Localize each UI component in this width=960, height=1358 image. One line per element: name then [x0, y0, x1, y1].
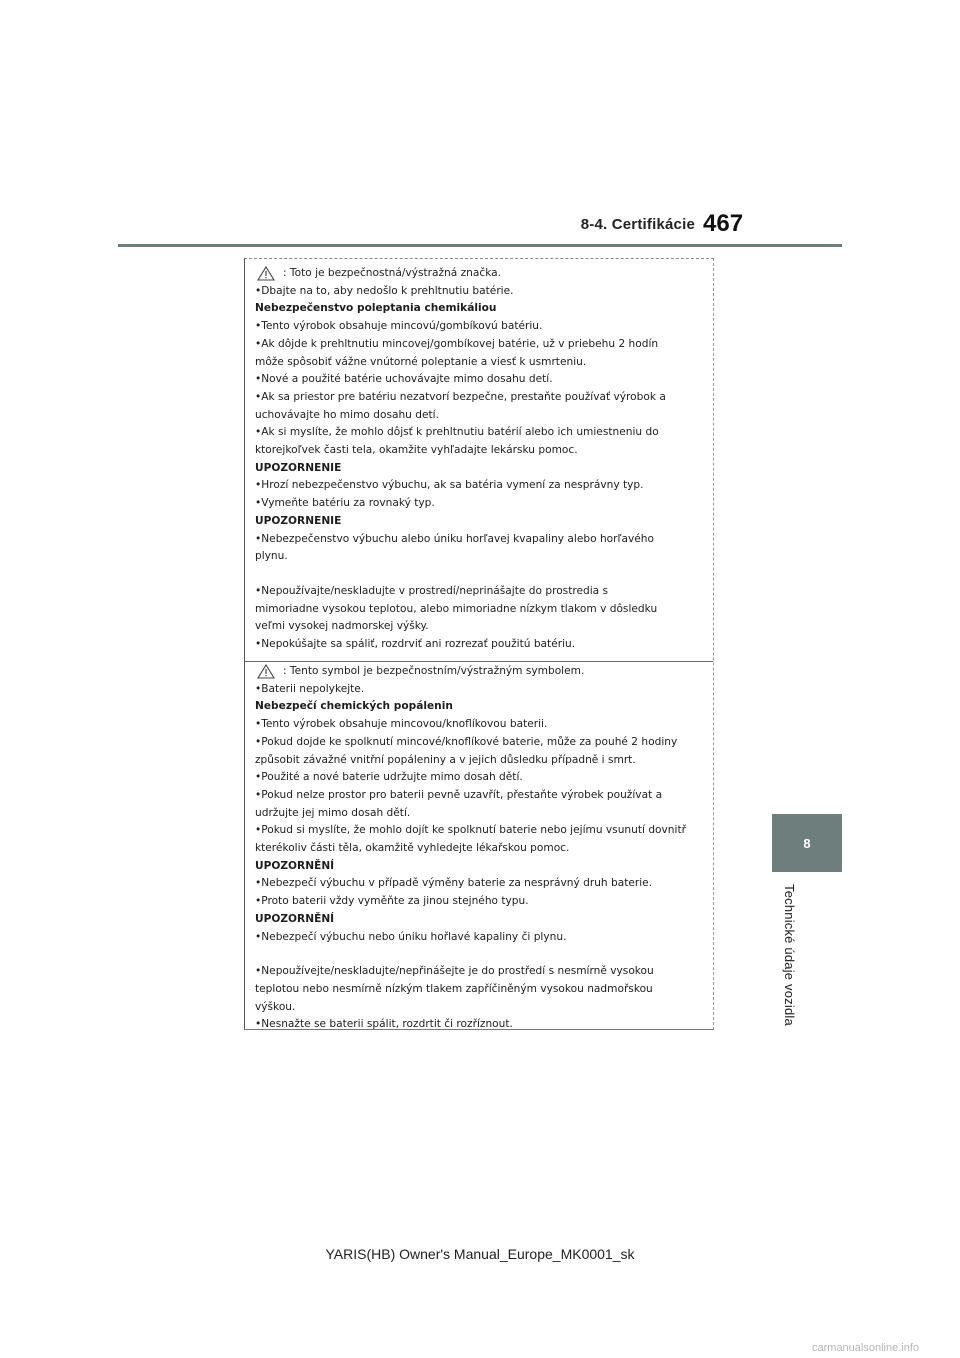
label-line: •Proto baterii vždy vyměňte za jinou stejného typu.: [255, 895, 529, 908]
chapter-label: Technické údaje vozidla: [782, 884, 797, 1026]
label-line: Nebezpečenstvo poleptania chemikáliou: [255, 302, 497, 315]
label-line: [255, 566, 713, 583]
label-line: •Nebezpečí výbuchu v případě výměny baterie za nesprávný druh baterie.: [255, 877, 653, 890]
label-line: UPOZORNENIE: [255, 461, 342, 474]
label-line: •Nepoužívejte/neskladujte/nepřinášejte je do prostředí s nesmírně vysokou: [255, 965, 654, 978]
label-line: •Ak sa priestor pre batériu nezatvorí bezpečne, prestaňte používať výrobok a: [255, 390, 666, 403]
label-line: •Tento výrobok obsahuje mincovú/gombíkovú batériu.: [255, 320, 543, 333]
label-block-czech: [245, 661, 713, 1030]
label-line: udržujte jej mimo dosah dětí.: [255, 806, 411, 819]
label-block-slovak: [245, 265, 713, 654]
label-line: UPOZORNĚNÍ: [255, 912, 335, 925]
warning-triangle-icon: [257, 664, 275, 679]
battery-label-image: [244, 258, 714, 1030]
label-line: teplotou nebo nesmírně nízkým tlakem zapříčiněným vysokou nadmořskou: [255, 982, 653, 995]
label-line: •Použité a nové baterie udržujte mimo dosah dětí.: [255, 771, 523, 784]
label-line: •Nesnažte se baterii spálit, rozdrtit či rozříznout.: [255, 1018, 513, 1030]
label-line: [255, 946, 713, 963]
label-lines-cs: [255, 681, 713, 1030]
warning-text: : Toto je bezpečnostná/výstražná značka.: [283, 267, 502, 279]
label-line: •Baterii nepolykejte.: [255, 682, 365, 695]
label-line: Nebezpečí chemických popálenin: [255, 700, 453, 713]
label-lines-sk: [255, 283, 713, 654]
label-line: plynu.: [255, 550, 288, 563]
label-line: kterékoliv části těla, okamžitě vyhledejte lékařskou pomoc.: [255, 842, 570, 855]
label-line: •Ak si myslíte, že mohlo dôjsť k prehltnutiu batérií alebo ich umiestneniu do: [255, 426, 659, 439]
label-line: UPOZORNENIE: [255, 514, 342, 527]
page-number: 467: [703, 210, 744, 237]
label-line: UPOZORNĚNÍ: [255, 859, 335, 872]
label-line: •Nepoužívajte/neskladujte v prostredí/neprinášajte do prostredia s: [255, 584, 609, 597]
label-line: mimoriadne vysokou teplotou, alebo mimoriadne nízkym tlakom v dôsledku: [255, 602, 658, 615]
label-line: •Vymeňte batériu za rovnaký typ.: [255, 497, 435, 510]
label-line: •Nebezpečí výbuchu nebo úniku hořlavé kapaliny či plynu.: [255, 930, 567, 943]
warning-line: [255, 265, 713, 283]
label-line: •Tento výrobek obsahuje mincovou/knoflíkovou baterii.: [255, 718, 548, 731]
label-line: výškou.: [255, 1000, 296, 1013]
label-line: •Dbajte na to, aby nedošlo k prehltnutiu batérie.: [255, 284, 514, 297]
label-line: môže spôsobiť vážne vnútorné poleptanie a viesť k usmrteniu.: [255, 355, 587, 368]
label-line: ktorejkoľvek časti tela, okamžite vyhľadajte lekársku pomoc.: [255, 444, 578, 457]
label-line: •Hrozí nebezpečenstvo výbuchu, ak sa batéria vymení za nesprávny typ.: [255, 479, 644, 492]
label-line: •Nové a použité batérie uchovávajte mimo dosahu detí.: [255, 373, 553, 386]
label-line: •Nepokúšajte sa spáliť, rozdrviť ani rozrezať použitú batériu.: [255, 638, 576, 651]
header-rule: [118, 244, 842, 247]
chapter-tab: 8: [772, 814, 842, 872]
label-line: uchovávajte ho mimo dosahu detí.: [255, 408, 439, 421]
watermark-link[interactable]: carmanualsonline.info: [812, 1342, 920, 1354]
warning-text: : Tento symbol je bezpečnostním/výstražným symbolem.: [283, 665, 585, 677]
label-line: veľmi vysokej nadmorskej výšky.: [255, 620, 429, 633]
label-line: •Nebezpečenstvo výbuchu alebo úniku horľavej kvapaliny alebo horľavého: [255, 532, 654, 545]
label-line: •Pokud dojde ke spolknutí mincové/knoflíkové baterie, může za pouhé 2 hodiny: [255, 735, 678, 748]
label-line: způsobit závažné vnitřní popáleniny a v jejich důsledku případně i smrt.: [255, 753, 636, 766]
label-line: •Pokud si myslíte, že mohlo dojít ke spolknutí baterie nebo jejímu vsunutí dovnitř: [255, 824, 686, 837]
label-line: •Pokud nelze prostor pro baterii pevně uzavřít, přestaňte výrobek používat a: [255, 788, 663, 801]
label-line: •Ak dôjde k prehltnutiu mincovej/gombíkovej batérie, už v priebehu 2 hodín: [255, 337, 659, 350]
warning-line: [255, 663, 713, 681]
warning-triangle-icon: [257, 266, 275, 281]
footer-manual-id: YARIS(HB) Owner's Manual_Europe_MK0001_sk: [325, 1246, 635, 1262]
section-title: 8-4. Certifikácie: [580, 216, 695, 233]
